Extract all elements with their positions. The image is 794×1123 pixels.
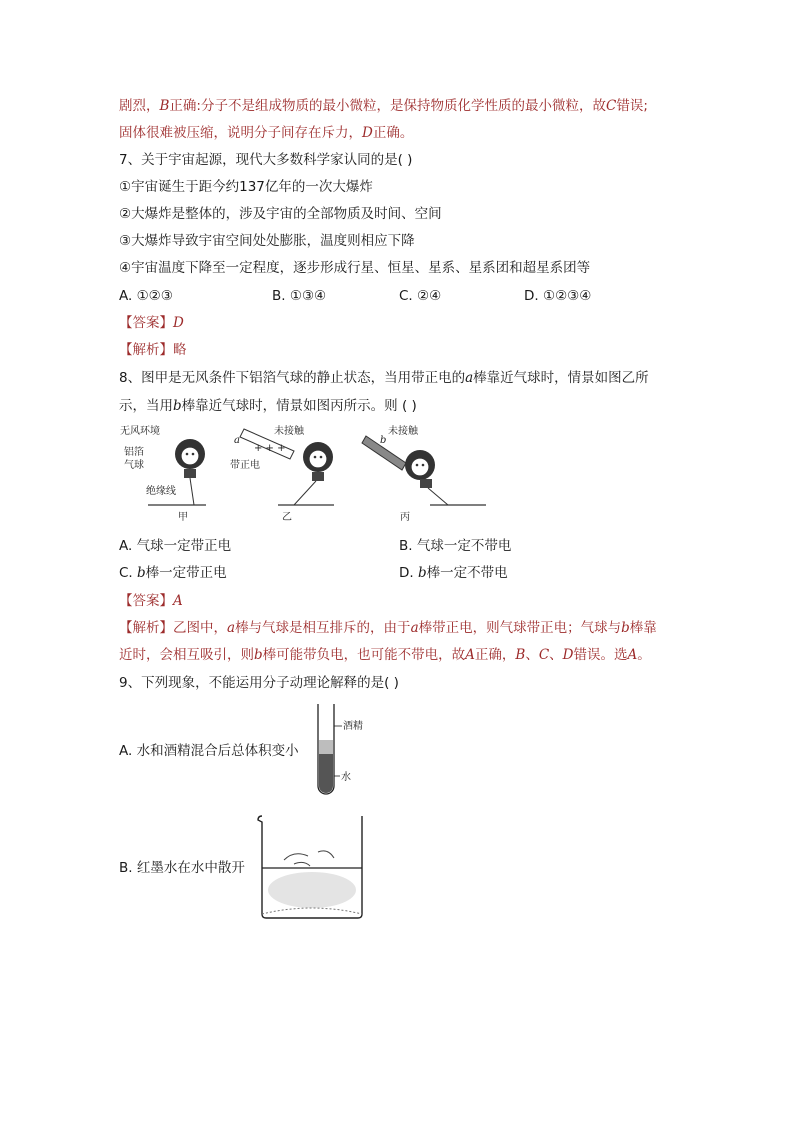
q7-stem: 7、关于宇宙起源，现代大多数科学家认同的是( ) bbox=[119, 152, 413, 168]
q7-statement-1: ①宇宙诞生于距今约137亿年的一次大爆炸 bbox=[119, 179, 373, 195]
label-bing: 丙 bbox=[400, 512, 410, 523]
q7-option-c: C. ②④ bbox=[399, 288, 442, 304]
var: B bbox=[159, 98, 170, 114]
q8-analysis-line-2 bbox=[119, 645, 651, 665]
balloon-yi bbox=[294, 442, 333, 505]
var: B bbox=[515, 647, 526, 663]
answer-value: A bbox=[173, 593, 183, 609]
q8-stem-line-1 bbox=[119, 368, 649, 388]
q8-answer bbox=[119, 591, 183, 611]
ink-cloud bbox=[268, 872, 356, 908]
q8-option-d bbox=[399, 563, 508, 583]
text: 、 bbox=[525, 647, 539, 663]
text: 错误; bbox=[616, 98, 648, 114]
text: 棒与气球是相互排斥的，由于 bbox=[235, 620, 411, 636]
analysis-text: 略 bbox=[173, 342, 187, 358]
alcohol-layer bbox=[319, 740, 333, 754]
text: 错误。选 bbox=[573, 647, 628, 663]
label-positive: 带正电 bbox=[230, 460, 260, 471]
q8-balloon-figure bbox=[118, 421, 490, 525]
label-no-touch-2: 未接触 bbox=[388, 426, 418, 437]
q9-stem: 9、下列现象，不能运用分子动理论解释的是( ) bbox=[119, 675, 399, 691]
text: 棒带正电，则气球带正电；气球与 bbox=[418, 620, 622, 636]
var: b bbox=[173, 398, 182, 414]
text: 乙图中， bbox=[173, 620, 227, 636]
q7-option-b: B. ①③④ bbox=[272, 288, 327, 304]
analysis-label: 【解析】 bbox=[119, 620, 173, 636]
label-yi: 乙 bbox=[282, 512, 292, 523]
label-insulating-thread: 绝缘线 bbox=[146, 486, 176, 497]
q7-statement-2: ②大爆炸是整体的，涉及宇宙的全部物质及时间、空间 bbox=[119, 206, 442, 222]
text: D. bbox=[399, 565, 418, 581]
rod-a-charges: + + + bbox=[254, 443, 286, 454]
var: A bbox=[627, 647, 638, 663]
text: 棒靠 bbox=[629, 620, 657, 636]
text: 、 bbox=[549, 647, 563, 663]
var: C bbox=[538, 647, 550, 663]
q7-option-a: A. ①②③ bbox=[119, 288, 173, 304]
water-layer bbox=[319, 754, 333, 793]
var: b bbox=[137, 565, 146, 581]
text: 棒靠近气球时，情景如图丙所示。则 ( ) bbox=[181, 398, 417, 414]
var: a bbox=[465, 370, 474, 386]
text: 棒一定不带电 bbox=[426, 565, 508, 581]
var: D bbox=[362, 125, 373, 141]
text: 示，当用 bbox=[119, 398, 173, 414]
balloon-bing bbox=[405, 450, 448, 505]
var: b bbox=[417, 565, 427, 581]
test-tube-figure bbox=[308, 702, 372, 800]
text: 。 bbox=[637, 647, 651, 663]
label-foil-1: 铝箔 bbox=[124, 447, 144, 458]
q8-option-b: B. 气球一定不带电 bbox=[399, 538, 512, 554]
var: C bbox=[605, 98, 617, 114]
text: 棒一定带正电 bbox=[145, 565, 227, 581]
var: b bbox=[621, 620, 630, 636]
beaker-figure bbox=[254, 810, 370, 922]
text: 近时，会相互吸引，则 bbox=[119, 647, 254, 663]
q8-stem-line-2 bbox=[119, 396, 417, 416]
q9-option-a: A. 水和酒精混合后总体积变小 bbox=[119, 743, 299, 759]
q6-analysis-line-2 bbox=[119, 123, 413, 143]
text: 8、图甲是无风条件下铝箔气球的静止状态，当用带正电的 bbox=[119, 370, 466, 386]
text: 正确， bbox=[474, 647, 516, 663]
q8-option-c bbox=[119, 563, 227, 583]
q9-option-b: B. 红墨水在水中散开 bbox=[119, 860, 245, 876]
text: 正确。 bbox=[372, 125, 414, 141]
answer-label: 【答案】 bbox=[119, 593, 173, 609]
label-rod-b: b bbox=[380, 435, 387, 446]
var: b bbox=[254, 647, 263, 663]
answer-value: D bbox=[173, 315, 184, 331]
label-alcohol: 酒精 bbox=[343, 721, 363, 732]
var: a bbox=[227, 620, 236, 636]
label-rod-a: a bbox=[234, 435, 240, 446]
label-water: 水 bbox=[341, 772, 351, 783]
balloon-jia bbox=[175, 439, 205, 505]
label-foil-2: 气球 bbox=[124, 460, 144, 471]
var: A bbox=[465, 647, 475, 663]
q8-analysis-line-1 bbox=[119, 618, 657, 638]
text: C. bbox=[119, 565, 138, 581]
var: D bbox=[562, 647, 574, 663]
text: 正确:分子不是组成物质的最小微粒，是保持物质化学性质的最小微粒，故 bbox=[169, 98, 606, 114]
answer-label: 【答案】 bbox=[119, 315, 173, 331]
text: 固体很难被压缩，说明分子间存在斥力， bbox=[119, 125, 362, 141]
q7-option-d: D. ①②③④ bbox=[524, 288, 592, 304]
var: a bbox=[410, 620, 419, 636]
q7-statement-4: ④宇宙温度下降至一定程度，逐步形成行星、恒星、星系、星系团和超星系团等 bbox=[119, 260, 591, 276]
q7-analysis bbox=[119, 340, 187, 360]
q8-option-a: A. 气球一定带正电 bbox=[119, 538, 232, 554]
text: 剧烈， bbox=[119, 98, 160, 114]
label-wind: 无风环境 bbox=[120, 426, 160, 437]
analysis-label: 【解析】 bbox=[119, 342, 173, 358]
label-no-touch-1: 未接触 bbox=[274, 426, 304, 437]
text: 棒靠近气球时，情景如图乙所 bbox=[473, 370, 649, 386]
q7-statement-3: ③大爆炸导致宇宙空间处处膨胀，温度则相应下降 bbox=[119, 233, 415, 249]
label-jia: 甲 bbox=[178, 512, 188, 523]
text: 棒可能带负电，也可能不带电，故 bbox=[262, 647, 466, 663]
q7-answer bbox=[119, 313, 184, 333]
q6-analysis-line-1 bbox=[119, 96, 648, 116]
